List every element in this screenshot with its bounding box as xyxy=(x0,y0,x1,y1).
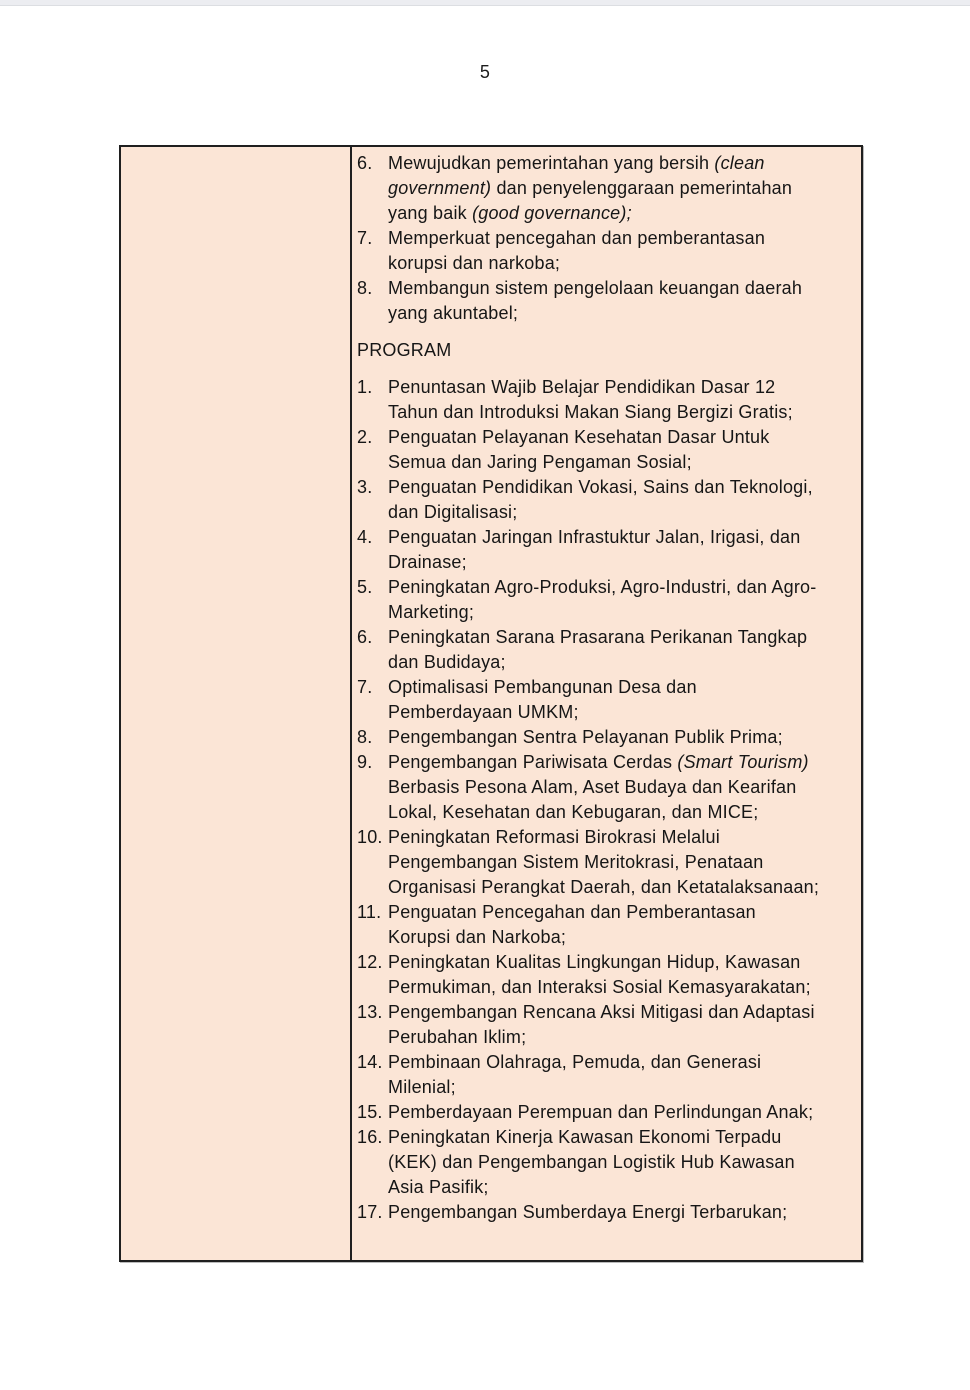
text-line xyxy=(388,1000,857,1025)
program-item-7 xyxy=(357,675,857,725)
viewer-top-edge xyxy=(0,0,970,6)
text-run: dan Digitalisasi; xyxy=(388,502,518,522)
misi-item-8 xyxy=(357,276,857,326)
table-cell-right xyxy=(352,147,861,1260)
text-line xyxy=(388,925,857,950)
text-line xyxy=(388,1100,857,1125)
text-line xyxy=(388,1025,857,1050)
text-line xyxy=(388,775,857,800)
text-line xyxy=(388,600,857,625)
text-run: Permukiman, dan Interaksi Sosial Kemasyarakatan; xyxy=(388,977,811,997)
list-item-text xyxy=(388,276,857,326)
text-line xyxy=(388,850,857,875)
text-run: (KEK) dan Pengembangan Logistik Hub Kawasan xyxy=(388,1152,795,1172)
text-line xyxy=(388,201,857,226)
list-item-number: 4. xyxy=(357,527,373,547)
text-run: Peningkatan Sarana Prasarana Perikanan Tangkap xyxy=(388,627,808,647)
text-run: Penguatan Pendidikan Vokasi, Sains dan Teknologi, xyxy=(388,477,813,497)
list-item-text xyxy=(388,425,857,475)
text-line xyxy=(388,151,857,176)
text-run: yang akuntabel; xyxy=(388,303,519,323)
list-item-text xyxy=(388,625,857,675)
text-line xyxy=(388,176,857,201)
text-run: Mewujudkan pemerintahan yang bersih xyxy=(388,153,715,173)
text-run: Pengembangan Rencana Aksi Mitigasi dan Adaptasi xyxy=(388,1002,815,1022)
text-run: korupsi dan narkoba; xyxy=(388,253,561,273)
list-item-number: 14. xyxy=(357,1052,383,1072)
list-item-text xyxy=(388,525,857,575)
text-run: Penguatan Jaringan Infrastuktur Jalan, Irigasi, dan xyxy=(388,527,801,547)
list-item-number: 15. xyxy=(357,1102,383,1122)
text-run: Lokal, Kesehatan dan Kebugaran, dan MICE; xyxy=(388,802,759,822)
list-item-text xyxy=(388,151,857,226)
text-line xyxy=(388,301,857,326)
list-item-text xyxy=(388,575,857,625)
text-line xyxy=(388,875,857,900)
list-item-number: 12. xyxy=(357,952,383,972)
list-item-number: 10. xyxy=(357,827,383,847)
text-line xyxy=(388,400,857,425)
text-run: dan Budidaya; xyxy=(388,652,506,672)
text-line xyxy=(388,825,857,850)
text-run: Pengembangan Pariwisata Cerdas xyxy=(388,752,678,772)
text-run: Organisasi Perangkat Daerah, dan Ketatalaksanaan; xyxy=(388,877,820,897)
text-run: Penguatan Pelayanan Kesehatan Dasar Untuk xyxy=(388,427,770,447)
program-item-16 xyxy=(357,1125,857,1200)
text-run: Korupsi dan Narkoba; xyxy=(388,927,567,947)
text-run: Perubahan Iklim; xyxy=(388,1027,527,1047)
program-item-17 xyxy=(357,1200,857,1225)
text-run: yang baik xyxy=(388,203,473,223)
program-item-6 xyxy=(357,625,857,675)
list-item-text xyxy=(388,675,857,725)
text-run: Optimalisasi Pembangunan Desa dan xyxy=(388,677,697,697)
list-item-number: 8. xyxy=(357,278,373,298)
list-item-number: 9. xyxy=(357,752,373,772)
text-line xyxy=(388,375,857,400)
text-run: Milenial; xyxy=(388,1077,456,1097)
italic-text-run: government) xyxy=(388,178,492,198)
list-item-number: 17. xyxy=(357,1202,383,1222)
list-item-text xyxy=(388,1100,857,1125)
program-item-4 xyxy=(357,525,857,575)
list-item-text xyxy=(388,226,857,276)
program-item-5 xyxy=(357,575,857,625)
text-line xyxy=(388,475,857,500)
misi-item-7 xyxy=(357,226,857,276)
text-run: Peningkatan Kinerja Kawasan Ekonomi Terpadu xyxy=(388,1127,782,1147)
text-run: Pemberdayaan UMKM; xyxy=(388,702,579,722)
list-item-text xyxy=(388,1125,857,1200)
italic-text-run: (good governance); xyxy=(472,203,632,223)
text-line xyxy=(388,675,857,700)
program-item-14 xyxy=(357,1050,857,1100)
program-item-2 xyxy=(357,425,857,475)
text-run: Pengembangan Sentra Pelayanan Publik Prima; xyxy=(388,727,783,747)
text-line xyxy=(388,1175,857,1200)
program-item-12 xyxy=(357,950,857,1000)
list-item-number: 2. xyxy=(357,427,373,447)
list-item-number: 7. xyxy=(357,677,373,697)
text-line xyxy=(388,750,857,775)
text-run: Pengembangan Sumberdaya Energi Terbarukan; xyxy=(388,1202,788,1222)
list-item-number: 8. xyxy=(357,727,373,747)
text-line xyxy=(388,1075,857,1100)
text-run: Membangun sistem pengelolaan keuangan daerah xyxy=(388,278,803,298)
program-item-11 xyxy=(357,900,857,950)
list-item-number: 3. xyxy=(357,477,373,497)
italic-text-run: (clean xyxy=(714,153,765,173)
list-item-text xyxy=(388,725,857,750)
program-heading: PROGRAM xyxy=(357,340,452,360)
list-item-number: 1. xyxy=(357,377,373,397)
text-line xyxy=(388,550,857,575)
text-line xyxy=(388,226,857,251)
text-run: Peningkatan Agro-Produksi, Agro-Industri, dan Agro- xyxy=(388,577,817,597)
italic-text-run: (Smart Tourism) xyxy=(677,752,809,772)
list-item-text xyxy=(388,375,857,425)
text-run: Penguatan Pencegahan dan Pemberantasan xyxy=(388,902,756,922)
program-item-13 xyxy=(357,1000,857,1050)
program-item-8 xyxy=(357,725,857,750)
list-item-text xyxy=(388,750,857,825)
text-run: Tahun dan Introduksi Makan Siang Bergizi Gratis; xyxy=(388,402,793,422)
program-item-15 xyxy=(357,1100,857,1125)
program-item-1 xyxy=(357,375,857,425)
text-run: Peningkatan Kualitas Lingkungan Hidup, Kawasan xyxy=(388,952,801,972)
misi-continuation-list xyxy=(357,151,857,326)
text-line xyxy=(388,525,857,550)
text-line xyxy=(388,500,857,525)
text-run: Berbasis Pesona Alam, Aset Budaya dan Kearifan xyxy=(388,777,797,797)
text-run: Asia Pasifik; xyxy=(388,1177,489,1197)
text-line xyxy=(388,575,857,600)
text-run: dan penyelenggaraan pemerintahan xyxy=(491,178,793,198)
text-line xyxy=(388,276,857,301)
list-item-number: 6. xyxy=(357,153,373,173)
text-line xyxy=(388,1125,857,1150)
content-table xyxy=(119,145,863,1262)
text-line xyxy=(388,900,857,925)
text-line xyxy=(388,800,857,825)
list-item-number: 13. xyxy=(357,1002,383,1022)
text-run: Pembinaan Olahraga, Pemuda, dan Generasi xyxy=(388,1052,762,1072)
list-item-text xyxy=(388,950,857,1000)
text-line xyxy=(388,425,857,450)
text-line xyxy=(388,975,857,1000)
list-item-text xyxy=(388,1000,857,1050)
list-item-number: 5. xyxy=(357,577,373,597)
text-line xyxy=(388,700,857,725)
text-run: Drainase; xyxy=(388,552,467,572)
list-item-text xyxy=(388,825,857,900)
page-number: 5 xyxy=(479,62,491,82)
list-item-text xyxy=(388,1200,857,1225)
text-line xyxy=(388,251,857,276)
text-line xyxy=(388,1050,857,1075)
text-run: Semua dan Jaring Pengaman Sosial; xyxy=(388,452,692,472)
text-line xyxy=(388,450,857,475)
program-item-3 xyxy=(357,475,857,525)
list-item-number: 7. xyxy=(357,228,373,248)
text-line xyxy=(388,725,857,750)
list-item-number: 11. xyxy=(357,902,382,922)
text-run: Pengembangan Sistem Meritokrasi, Penataan xyxy=(388,852,764,872)
list-item-number: 16. xyxy=(357,1127,383,1147)
list-item-text xyxy=(388,900,857,950)
misi-item-6 xyxy=(357,151,857,226)
text-line xyxy=(388,1200,857,1225)
text-run: Peningkatan Reformasi Birokrasi Melalui xyxy=(388,827,720,847)
text-run: Memperkuat pencegahan dan pemberantasan xyxy=(388,228,766,248)
text-run: Marketing; xyxy=(388,602,475,622)
program-item-10 xyxy=(357,825,857,900)
list-item-text xyxy=(388,1050,857,1100)
program-list xyxy=(357,375,857,1225)
list-item-number: 6. xyxy=(357,627,373,647)
table-cell-left xyxy=(121,147,352,1260)
program-item-9 xyxy=(357,750,857,825)
text-line xyxy=(388,650,857,675)
list-item-text xyxy=(388,475,857,525)
text-line xyxy=(388,1150,857,1175)
text-run: Penuntasan Wajib Belajar Pendidikan Dasar 12 xyxy=(388,377,776,397)
text-line xyxy=(388,950,857,975)
text-line xyxy=(388,625,857,650)
text-run: Pemberdayaan Perempuan dan Perlindungan Anak; xyxy=(388,1102,814,1122)
